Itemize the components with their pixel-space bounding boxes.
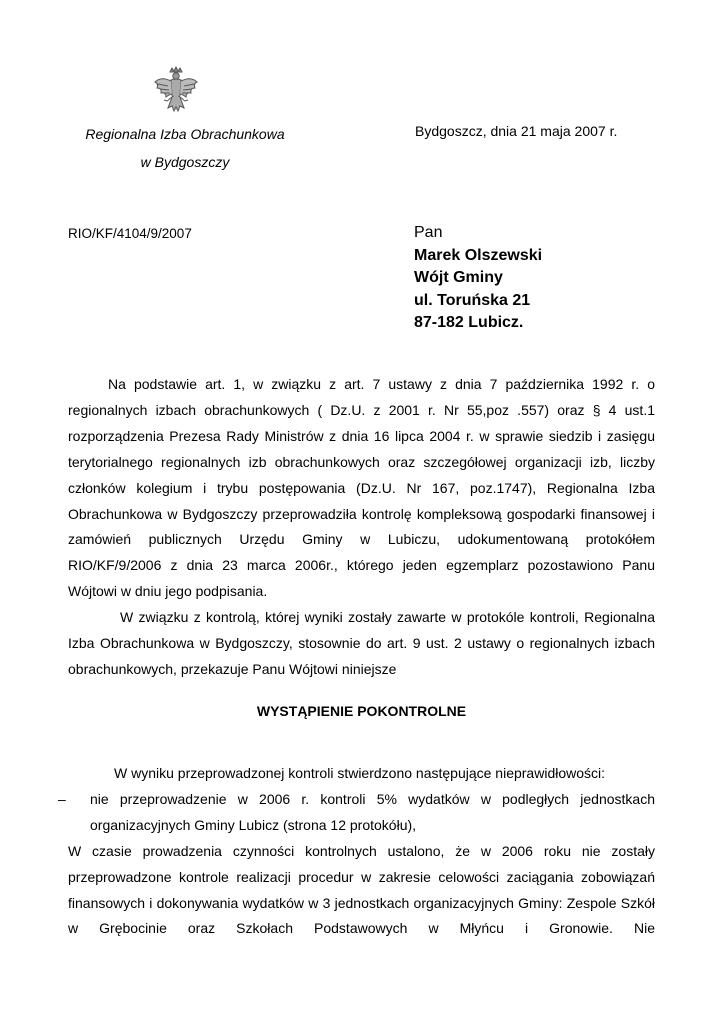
- reference-number: RIO/KF/4104/9/2007: [68, 226, 192, 241]
- finding-list-item: [58, 787, 655, 839]
- body-block-1: [68, 372, 655, 683]
- paragraph-transmission: W związku z kontrolą, której wyniki zostały zawarte w protokóle kontroli, Regionalna Izba Obrachunkowa w Bydgoszczy, stosownie do art. 9 ust. 2 ustawy o regionalnych izbach obrachunkowych, przekazuje Panu Wójtowi niniejsze: [68, 609, 655, 677]
- addressee-position: Wójt Gminy: [414, 269, 503, 286]
- issuer-name: Regionalna Izba Obrachunkowa: [85, 126, 285, 142]
- document-heading: WYSTĄPIENIE POKONTROLNE: [256, 703, 467, 719]
- addressee-salutation: Pan: [414, 224, 443, 241]
- body-block-2: [58, 761, 655, 942]
- paragraph-findings-detail: W czasie prowadzenia czynności kontrolnych ustalono, że w 2006 roku nie zostały przeprowadzone kontrole realizacji procedur w zakresie celowości zaciągania zobowiązań finansowych i dokonywania wydatków w 3 jednostkach organizacyjnych Gminy: Zespole Szkół w Grębocinie oraz Szkołach Podstawowych w Młyńcu i Gronowie. Nie: [68, 842, 655, 937]
- addressee-block: [414, 222, 542, 335]
- addressee-name: Marek Olszewski: [414, 246, 543, 264]
- issuer-city: w Bydgoszczy: [140, 154, 230, 170]
- findings-intro: W wyniku przeprowadzonej kontroli stwierdzono następujące nieprawidłowości:: [114, 765, 606, 781]
- paragraph-legal-basis: Na podstawie art. 1, w związku z art. 7 ustawy z dnia 7 października 1992 r. o regionalnych izbach obrachunkowych ( Dz.U. z 2001 r. Nr 55,poz .557) oraz § 4 ust.1 rozporządzenia Prezesa Rady Ministrów z dnia 16 lipca 2004 r. w sprawie siedzib i zasięgu terytorialnego regionalnych izb obrachunkowych oraz szczegółowej organizacji izb, liczby członków kolegium i trybu postępowania (Dz.U. Nr 167, poz.1747), Regionalna Izba Obrachunkowa w Bydgoszczy przeprowadziła kontrolę kompleksową gospodarki finansowej i zamówień publicznych Urzędu Gminy w Lubiczu, udokumentowaną protokółem RIO/KF/9/2006 z dnia 23 marca 2006r., którego jeden egzemplarz pozostawiono Panu Wójtowi w dniu jego podpisania.: [68, 376, 655, 600]
- eagle-emblem-icon: [153, 66, 199, 116]
- finding-1-text: nie przeprowadzenie w 2006 r. kontroli 5% wydatków w podległych jednostkach organizacyjnych Gminy Lubicz (strona 12 protokółu),: [90, 790, 655, 833]
- addressee-street: ul. Toruńska 21: [414, 291, 531, 309]
- issuer-block: [60, 120, 310, 176]
- dash-bullet-icon: –: [58, 790, 66, 807]
- date-line: Bydgoszcz, dnia 21 maja 2007 r.: [415, 123, 618, 139]
- addressee-city: 87-182 Lubicz.: [414, 314, 524, 331]
